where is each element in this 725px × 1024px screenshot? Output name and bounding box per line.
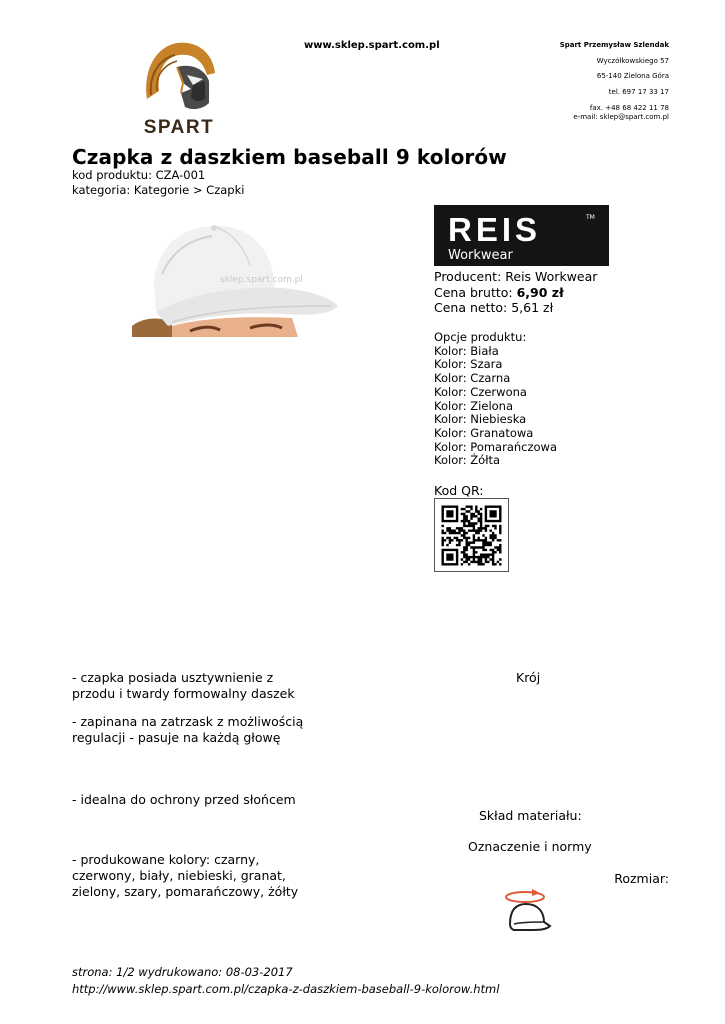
option-item: Kolor: Granatowa	[434, 425, 534, 440]
standards-label: Oznaczenie i normy	[468, 839, 592, 854]
brand-logo-text: REIS	[448, 211, 542, 248]
spart-logo	[133, 37, 225, 137]
company-name: Spart Przemysław Szlendak	[559, 41, 669, 49]
company-email[interactable]: e-mail: sklep@spart.com.pl	[573, 113, 669, 121]
company-fax: fax. +48 68 422 11 78	[589, 104, 669, 112]
option-item: Kolor: Niebieska	[434, 412, 527, 427]
desc-line: zielony, szary, pomarańczowy, żółty	[72, 884, 299, 899]
price-block	[434, 269, 597, 316]
product-options	[434, 331, 557, 468]
option-item: Kolor: Żółta	[434, 453, 501, 468]
size-label: Rozmiar:	[614, 871, 669, 886]
options-heading: Opcje produktu:	[434, 330, 527, 344]
net-price: Cena netto: 5,61 zł	[434, 300, 554, 315]
desc-line: - idealna do ochrony przed słońcem	[72, 792, 296, 807]
site-url[interactable]: www.sklep.spart.com.pl	[304, 40, 440, 51]
gross-price-label: Cena brutto:	[434, 284, 517, 300]
qr-modules	[442, 506, 502, 566]
desc-line: - produkowane kolory: czarny,	[72, 852, 260, 867]
print-info: strona: 1/2 wydrukowano: 08-03-2017	[72, 965, 293, 979]
material-label: Skład materiału:	[479, 808, 582, 823]
producer: Producent: Reis Workwear	[434, 269, 598, 284]
photo-watermark: sklep.spart.com.pl	[220, 275, 303, 285]
option-item: Kolor: Zielona	[434, 398, 514, 413]
product-title: Czapka z daszkiem baseball 9 kolorów	[72, 145, 507, 169]
product-meta	[72, 168, 244, 198]
desc-line: - zapinana na zatrzask z możliwością	[72, 714, 304, 729]
cut-label: Krój	[516, 670, 541, 685]
product-photo	[132, 222, 350, 337]
product-code: kod produktu: CZA-001	[72, 168, 206, 182]
option-item: Kolor: Czarna	[434, 371, 511, 386]
option-item: Kolor: Czerwona	[434, 384, 527, 399]
desc-line: przodu i twardy formowalny daszek	[72, 686, 295, 701]
brand-logo-sub: Workwear	[448, 248, 513, 263]
gross-price-value: 6,90 zł	[516, 284, 564, 300]
option-item: Kolor: Pomarańczowa	[434, 439, 558, 454]
desc-line: - czapka posiada usztywnienie z	[72, 670, 274, 685]
company-street: Wyczółkowskiego 57	[596, 56, 669, 65]
desc-line: regulacji - pasuje na każdą głowę	[72, 730, 281, 745]
qr-code	[434, 498, 509, 572]
product-category: kategoria: Kategorie > Czapki	[72, 183, 245, 197]
head-size-icon	[502, 886, 552, 936]
logo-text: SPART	[143, 117, 215, 137]
brand-logo	[434, 205, 609, 266]
option-item: Kolor: Szara	[434, 357, 503, 372]
company-info	[560, 38, 669, 122]
page-footer	[72, 964, 499, 998]
brand-logo-tm: TM	[586, 214, 595, 221]
company-city: 65-140 Zielona Góra	[596, 72, 669, 80]
company-tel: tel. 697 17 33 17	[608, 87, 669, 96]
option-item: Kolor: Biała	[434, 343, 499, 358]
qr-label: Kod QR:	[434, 483, 484, 498]
page-url[interactable]: http://www.sklep.spart.com.pl/czapka-z-daszkiem-baseball-9-kolorow.html	[72, 982, 500, 996]
gross-price	[434, 285, 597, 301]
desc-line: czerwony, biały, niebieski, granat,	[72, 868, 286, 883]
